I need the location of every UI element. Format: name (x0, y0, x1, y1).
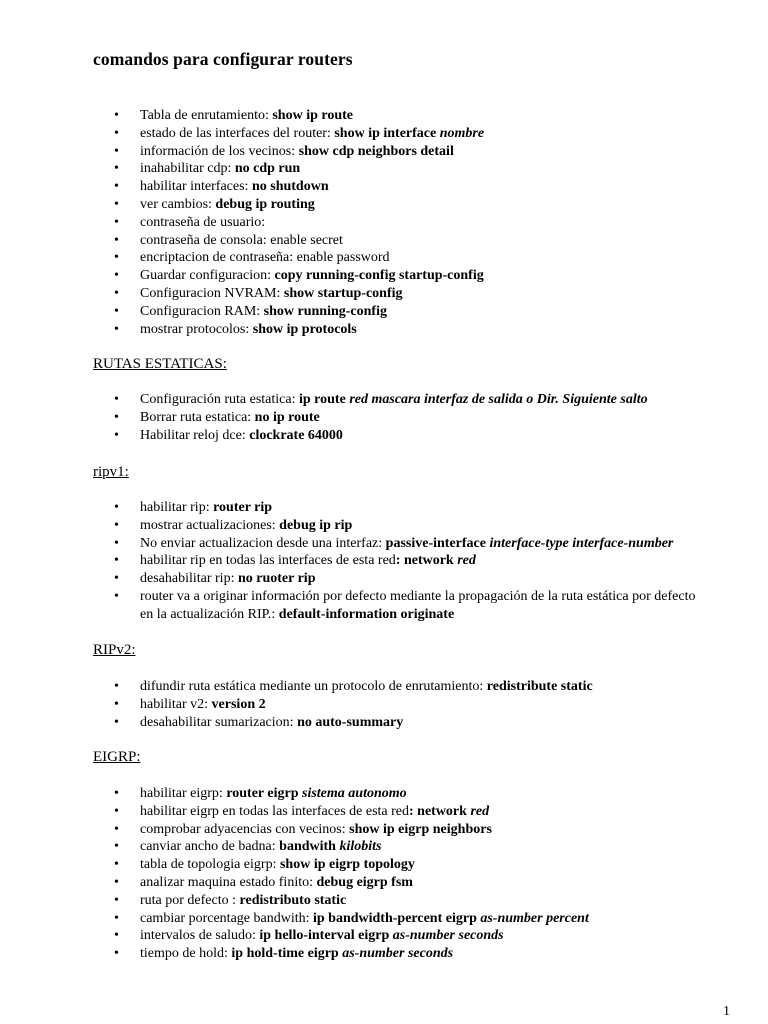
ripv2-list (0, 678, 593, 731)
list-item (0, 892, 589, 910)
item-description: habilitar rip: (140, 500, 214, 515)
item-command: no ip route (254, 409, 320, 425)
item-argument: as-number seconds (342, 946, 454, 962)
list-item (0, 214, 484, 232)
bullet-icon: • (114, 214, 119, 230)
bullet-icon: • (114, 892, 119, 908)
item-description: Borrar ruta estatica: (140, 409, 255, 425)
item-argument: red (470, 803, 490, 819)
item-description: Tabla de enrutamiento: (140, 108, 273, 123)
list-item (0, 232, 484, 250)
item-command: bandwith (279, 839, 340, 855)
list-item (0, 303, 484, 321)
item-command: : network (409, 803, 471, 819)
item-description: habilitar interfaces: (140, 179, 252, 195)
item-description: habilitar eigrp: (140, 786, 227, 801)
item-argument: red mascara interfaz de salida o Dir. Siguiente salto (349, 392, 648, 407)
bullet-icon: • (114, 303, 119, 319)
list-item (0, 803, 589, 821)
bullet-icon: • (114, 161, 119, 177)
list-item (0, 552, 700, 570)
item-command: no ruoter rip (237, 571, 316, 587)
item-description: encriptacion de contraseña: enable password (140, 250, 390, 266)
list-item (0, 178, 484, 196)
item-command: show cdp neighbors detail (298, 143, 454, 159)
list-item (0, 856, 589, 874)
bullet-icon: • (114, 714, 119, 730)
list-item (0, 838, 589, 856)
item-command: ip bandwidth-percent eigrp (312, 910, 481, 926)
item-command: passive-interface (385, 535, 490, 551)
item-description: desahabilitar sumarizacion: (140, 714, 298, 730)
item-argument: red (457, 553, 476, 569)
list-item (0, 588, 700, 624)
item-argument: sistema autonomo (302, 786, 407, 801)
list-item (0, 678, 593, 696)
bullet-icon: • (114, 910, 119, 926)
list-item (0, 570, 700, 588)
bullet-icon: • (114, 857, 119, 873)
bullet-icon: • (114, 196, 119, 212)
list-item (0, 321, 484, 339)
list-item (0, 249, 484, 267)
item-command: default-information originate (278, 606, 455, 622)
list-item (0, 535, 700, 553)
item-description: tabla de topologia eigrp: (140, 857, 280, 873)
bullet-icon: • (114, 946, 119, 962)
item-command: show ip eigrp neighbors (349, 821, 492, 837)
section-heading-ripv1: ripv1: (93, 464, 129, 480)
list-item (0, 196, 484, 214)
bullet-icon: • (114, 232, 119, 248)
bullet-icon: • (114, 839, 119, 855)
item-description: estado de las interfaces del router: (140, 125, 335, 141)
item-description: contraseña de usuario: (140, 214, 266, 230)
item-description: intervalos de saludo: (140, 928, 260, 944)
list-item (0, 517, 700, 535)
section-heading-eigrp: EIGRP: (93, 749, 141, 765)
bullet-icon: • (114, 679, 119, 694)
item-command: : network (395, 553, 458, 569)
bullet-icon: • (114, 821, 119, 837)
page-number: 1 (723, 1004, 730, 1019)
item-command: no cdp run (234, 161, 301, 177)
item-description: Configuracion NVRAM: (140, 285, 284, 301)
item-command: version 2 (211, 696, 266, 712)
item-command: ip route (299, 392, 350, 407)
item-description: Configuracion RAM: (140, 303, 264, 319)
list-item (0, 285, 484, 303)
bullet-icon: • (114, 588, 119, 604)
bullet-icon: • (114, 321, 119, 337)
item-command: show ip protocols (252, 321, 357, 337)
item-description: difundir ruta estática mediante un protocolo de enrutamiento: (140, 679, 487, 694)
section-heading-ripv2: RIPv2: (93, 642, 136, 658)
item-description: inahabilitar cdp: (140, 161, 235, 177)
item-command: show running-config (263, 303, 387, 319)
list-item (0, 696, 593, 714)
item-argument: as-number percent (480, 910, 589, 926)
list-item (0, 143, 484, 161)
item-description: desahabilitar rip: (140, 571, 238, 587)
item-description: habilitar v2: (140, 696, 212, 712)
item-command: router rip (213, 500, 273, 515)
item-description: router va a originar información por defecto mediante la propagación de la ruta estática por defecto en la actualización RIP.: (140, 588, 696, 622)
list-item (0, 927, 589, 945)
list-item (0, 910, 589, 928)
item-argument: nombre (439, 125, 485, 141)
bullet-icon: • (114, 500, 119, 515)
item-description: ruta por defecto : (140, 892, 240, 908)
list-item (0, 267, 484, 285)
ripv1-list (0, 499, 700, 624)
item-description: contraseña de consola: enable secret (140, 232, 343, 248)
item-command: show startup-config (283, 285, 403, 301)
item-command: ip hold-time eigrp (231, 946, 343, 962)
item-command: debug ip routing (215, 196, 315, 212)
section-heading-rutas-estaticas: RUTAS ESTATICAS: (93, 356, 227, 372)
item-argument: interface-type interface-number (489, 535, 674, 551)
bullet-icon: • (114, 108, 119, 123)
item-command: copy running-config startup-config (274, 268, 484, 284)
list-item (0, 785, 589, 803)
bullet-icon: • (114, 179, 119, 195)
item-command: debug ip rip (279, 517, 353, 533)
general-commands-list (0, 107, 484, 338)
item-description: comprobar adyacencias con vecinos: (140, 821, 350, 837)
bullet-icon: • (114, 517, 119, 533)
list-item (0, 125, 484, 143)
item-command: show ip route (272, 108, 354, 123)
list-item (0, 821, 589, 839)
bullet-icon: • (114, 392, 119, 407)
list-item (0, 945, 589, 963)
list-item (0, 874, 589, 892)
list-item (0, 427, 648, 445)
item-argument: kilobits (339, 839, 382, 855)
bullet-icon: • (114, 143, 119, 159)
item-description: No enviar actualizacion desde una interfaz: (140, 535, 386, 551)
item-command: redistribute static (486, 679, 593, 694)
item-description: Configuración ruta estatica: (140, 392, 299, 407)
item-description: cambiar porcentage bandwith: (140, 910, 313, 926)
item-description: ver cambios: (140, 196, 216, 212)
item-command: clockrate 64000 (249, 427, 343, 443)
item-description: canviar ancho de badna: (140, 839, 280, 855)
bullet-icon: • (114, 696, 119, 712)
list-item (0, 391, 648, 409)
bullet-icon: • (114, 427, 119, 443)
item-description: habilitar eigrp en todas las interfaces de esta red (140, 803, 409, 819)
item-description: mostrar actualizaciones: (140, 517, 280, 533)
item-description: mostrar protocolos: (140, 321, 253, 337)
bullet-icon: • (114, 928, 119, 944)
item-description: Habilitar reloj dce: (140, 427, 250, 443)
item-command: show ip interface (334, 125, 440, 141)
document-title: comandos para configurar routers (93, 49, 353, 69)
bullet-icon: • (114, 803, 119, 819)
bullet-icon: • (114, 268, 119, 284)
item-description: tiempo de hold: (140, 946, 232, 962)
bullet-icon: • (114, 571, 119, 587)
rutas-estaticas-list (0, 391, 648, 444)
list-item (0, 409, 648, 427)
item-command: no shutdown (251, 179, 329, 195)
list-item (0, 107, 484, 125)
item-command: redistributo static (239, 892, 347, 908)
item-command: router eigrp (226, 786, 302, 801)
bullet-icon: • (114, 535, 119, 551)
bullet-icon: • (114, 409, 119, 425)
eigrp-list (0, 785, 589, 963)
list-item (0, 714, 593, 732)
bullet-icon: • (114, 125, 119, 141)
item-description: Guardar configuracion: (140, 268, 275, 284)
item-command: debug eigrp fsm (316, 874, 413, 890)
item-description: información de los vecinos: (140, 143, 299, 159)
bullet-icon: • (114, 285, 119, 301)
item-command: show ip eigrp topology (279, 857, 415, 873)
bullet-icon: • (114, 874, 119, 890)
bullet-icon: • (114, 553, 119, 569)
item-command: ip hello-interval eigrp (259, 928, 393, 944)
list-item (0, 160, 484, 178)
item-description: analizar maquina estado finito: (140, 874, 317, 890)
item-argument: as-number seconds (392, 928, 504, 944)
bullet-icon: • (114, 250, 119, 266)
bullet-icon: • (114, 786, 119, 801)
item-command: no auto-summary (297, 714, 404, 730)
list-item (0, 499, 700, 517)
item-description: habilitar rip en todas las interfaces de esta red (140, 553, 396, 569)
